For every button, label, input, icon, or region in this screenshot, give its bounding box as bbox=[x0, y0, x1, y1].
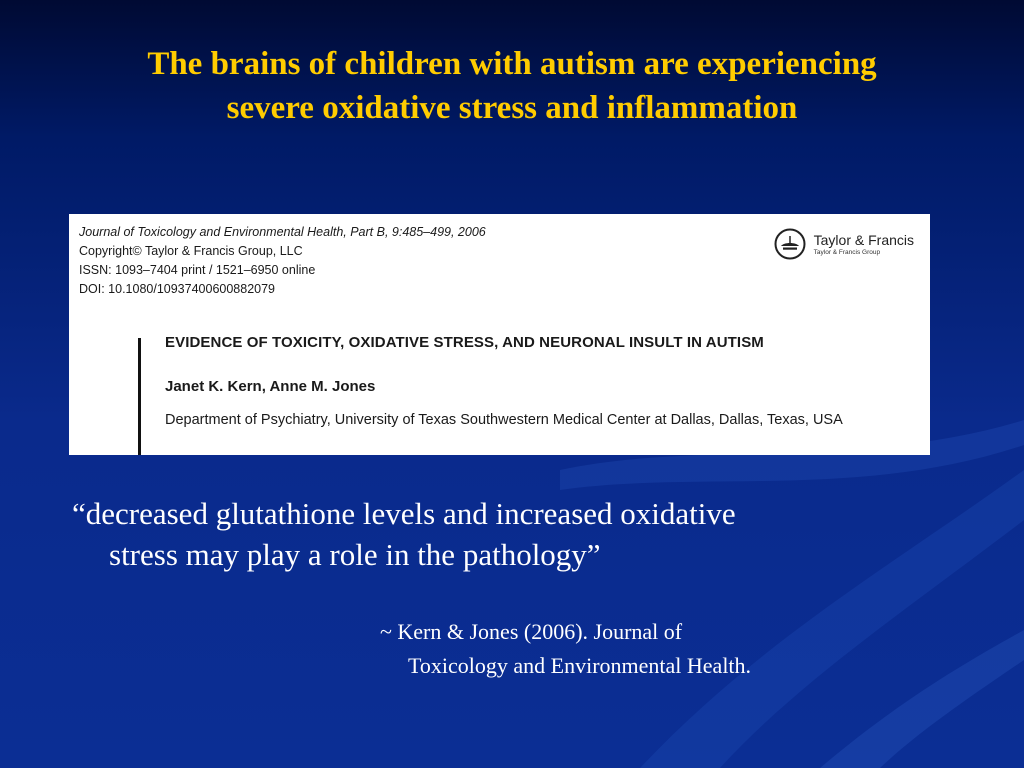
journal-line: Journal of Toxicology and Environmental Health, Part B, 9:485–499, 2006 bbox=[79, 225, 486, 239]
doi-line: DOI: 10.1080/10937400600882079 bbox=[79, 282, 276, 296]
slide-title-line-1: The brains of children with autism are experiencing bbox=[147, 46, 877, 82]
slide-title bbox=[40, 42, 984, 130]
issn-line: ISSN: 1093–7404 print / 1521–6950 online bbox=[79, 263, 316, 277]
citation bbox=[380, 615, 751, 683]
article-metadata bbox=[79, 223, 486, 299]
quote-line-1: “decreased glutathione levels and increased oxidative bbox=[72, 496, 736, 531]
quote bbox=[72, 493, 932, 575]
taylor-francis-logo-icon bbox=[774, 228, 806, 260]
article-header-image bbox=[69, 214, 930, 455]
copyright-line: Copyright© Taylor & Francis Group, LLC bbox=[79, 244, 303, 258]
slide-title-line-2: severe oxidative stress and inflammation bbox=[226, 90, 798, 126]
citation-line-1: ~ Kern & Jones (2006). Journal of bbox=[380, 619, 683, 644]
article-authors: Janet K. Kern, Anne M. Jones bbox=[165, 378, 376, 395]
publisher-logo bbox=[774, 228, 914, 260]
article-affiliation: Department of Psychiatry, University of Texas Southwestern Medical Center at Dallas, Dallas, Texas, USA bbox=[165, 412, 843, 428]
publisher-name: Taylor & Francis bbox=[813, 231, 914, 248]
publisher-subtitle: Taylor & Francis Group bbox=[813, 248, 881, 256]
divider-bar bbox=[138, 338, 141, 455]
citation-line-2: Toxicology and Environmental Health. bbox=[408, 653, 752, 678]
quote-line-2: stress may play a role in the pathology” bbox=[109, 537, 601, 572]
article-title: EVIDENCE OF TOXICITY, OXIDATIVE STRESS, AND NEURONAL INSULT IN AUTISM bbox=[165, 334, 764, 351]
